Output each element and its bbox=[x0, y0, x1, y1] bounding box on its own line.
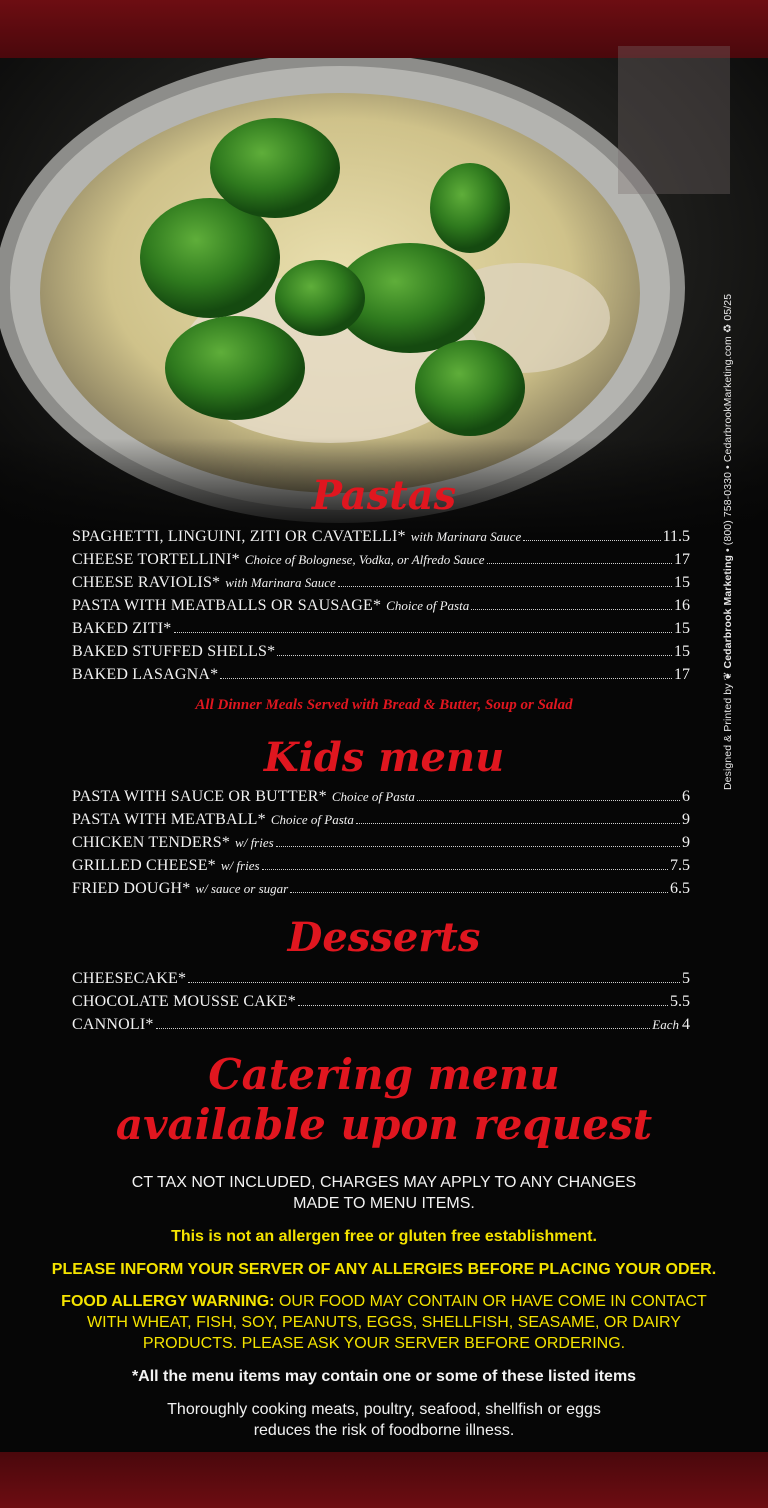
item-desc: Choice of Bolognese, Vodka, or Alfredo Sauce bbox=[244, 552, 485, 567]
item-price bbox=[652, 1016, 690, 1034]
warning-line-3: PRODUCTS. PLEASE ASK YOUR SERVER BEFORE ORDERING. bbox=[142, 1335, 626, 1352]
item-desc: Choice of Pasta bbox=[270, 812, 354, 827]
tax-line-1: CT TAX NOT INCLUDED, CHARGES MAY APPLY TO ANY CHANGES bbox=[131, 1174, 637, 1191]
food-allergy-warning bbox=[0, 1291, 768, 1354]
tax-line-2: MADE TO MENU ITEMS. bbox=[293, 1195, 475, 1212]
price-value: 4 bbox=[682, 1016, 690, 1033]
cooking-advisory bbox=[0, 1399, 768, 1441]
cook-line-2: reduces the risk of foodborne illness. bbox=[253, 1422, 515, 1439]
photo-overlay-square bbox=[618, 46, 730, 194]
item-price: 15 bbox=[674, 620, 690, 637]
item-name: CANNOLI* bbox=[72, 1016, 154, 1033]
item-price: 15 bbox=[674, 574, 690, 591]
catering-line-1: Catering menu bbox=[208, 1050, 560, 1099]
item-price: 17 bbox=[674, 551, 690, 568]
menu-item bbox=[72, 970, 690, 993]
item-desc: Choice of Pasta bbox=[331, 789, 415, 804]
menu-item bbox=[72, 788, 690, 811]
menu-item bbox=[72, 574, 690, 597]
item-desc: w/ sauce or sugar bbox=[195, 881, 289, 896]
inform-server-notice: PLEASE INFORM YOUR SERVER OF ANY ALLERGIES BEFORE PLACING YOUR ODER. bbox=[51, 1261, 717, 1278]
catering-line-2: available upon request bbox=[115, 1100, 653, 1149]
credit-prefix: Designed & Printed by bbox=[722, 683, 734, 790]
warning-line-2: WITH WHEAT, FISH, SOY, PEANUTS, EGGS, SHELLFISH, SEASAME, OR DAIRY bbox=[87, 1314, 681, 1331]
item-name: GRILLED CHEESE* bbox=[72, 857, 216, 874]
cook-line-1: Thoroughly cooking meats, poultry, seafood, shellfish or eggs bbox=[167, 1401, 601, 1418]
menu-item bbox=[72, 880, 690, 903]
item-desc: with Marinara Sauce bbox=[225, 575, 336, 590]
menu-item bbox=[72, 666, 690, 689]
kids-heading: Kids menu bbox=[263, 734, 505, 781]
item-desc: Choice of Pasta bbox=[386, 598, 470, 613]
item-name: BAKED LASAGNA* bbox=[72, 666, 219, 683]
item-desc: w/ fries bbox=[220, 858, 260, 873]
bottom-band bbox=[0, 1452, 768, 1508]
menu-item bbox=[72, 620, 690, 643]
item-name: FRIED DOUGH* bbox=[72, 880, 191, 897]
tax-notice bbox=[0, 1172, 768, 1214]
menu-item bbox=[72, 1016, 690, 1039]
item-desc: w/ fries bbox=[235, 835, 274, 850]
menu-item bbox=[72, 551, 690, 574]
item-price: 16 bbox=[674, 597, 690, 614]
leaf-icon: ❦ bbox=[722, 668, 734, 681]
menu-item bbox=[72, 857, 690, 880]
items-note: *All the menu items may contain one or some of these listed items bbox=[131, 1368, 637, 1385]
desserts-heading: Desserts bbox=[287, 914, 481, 961]
menu-item bbox=[72, 993, 690, 1016]
item-price: 17 bbox=[674, 666, 690, 683]
desserts-list bbox=[72, 970, 690, 1039]
item-name: CHOCOLATE MOUSSE CAKE* bbox=[72, 993, 296, 1010]
item-price: 5 bbox=[682, 970, 690, 987]
allergen-free-notice: This is not an allergen free or gluten free establishment. bbox=[171, 1228, 597, 1245]
dinner-note: All Dinner Meals Served with Bread & Butter, Soup or Salad bbox=[195, 697, 573, 713]
item-price: 5.5 bbox=[670, 993, 690, 1010]
item-name: BAKED ZITI* bbox=[72, 620, 172, 637]
menu-item bbox=[72, 643, 690, 666]
item-name: CHEESECAKE* bbox=[72, 970, 187, 987]
credit-brand: Cedarbrook Marketing bbox=[722, 555, 734, 669]
item-name: PASTA WITH MEATBALL* bbox=[72, 811, 266, 828]
price-prefix: Each bbox=[652, 1017, 679, 1032]
item-price: 9 bbox=[682, 811, 690, 828]
menu-item bbox=[72, 834, 690, 857]
item-name: BAKED STUFFED SHELLS* bbox=[72, 643, 276, 660]
pastas-list bbox=[72, 528, 690, 689]
kids-list bbox=[72, 788, 690, 903]
menu-item bbox=[72, 528, 690, 551]
credit-contact: • (800) 758-0330 • CedarbrookMarketing.com bbox=[722, 336, 734, 552]
item-price: 9 bbox=[682, 834, 690, 851]
item-name: CHICKEN TENDERS* bbox=[72, 834, 231, 851]
item-price: 7.5 bbox=[670, 857, 690, 874]
item-name: PASTA WITH SAUCE OR BUTTER* bbox=[72, 788, 327, 805]
credit-date: 05/25 bbox=[722, 293, 734, 321]
item-name: PASTA WITH MEATBALLS OR SAUSAGE* bbox=[72, 597, 382, 614]
item-price: 15 bbox=[674, 643, 690, 660]
designer-credit bbox=[722, 294, 734, 790]
item-price: 11.5 bbox=[662, 528, 690, 545]
item-desc: with Marinara Sauce bbox=[410, 529, 522, 544]
item-price: 6.5 bbox=[670, 880, 690, 897]
item-price: 6 bbox=[682, 788, 690, 805]
warning-line-1: OUR FOOD MAY CONTAIN OR HAVE COME IN CONTACT bbox=[278, 1293, 707, 1310]
item-name: SPAGHETTI, LINGUINI, ZITI OR CAVATELLI* bbox=[72, 528, 406, 545]
item-name: CHEESE TORTELLINI* bbox=[72, 551, 240, 568]
item-name: CHEESE RAVIOLIS* bbox=[72, 574, 221, 591]
warning-label: FOOD ALLERGY WARNING: bbox=[61, 1293, 275, 1310]
pastas-heading: Pastas bbox=[311, 472, 457, 519]
menu-item bbox=[72, 597, 690, 620]
menu-item bbox=[72, 811, 690, 834]
recycle-icon: ♻ bbox=[722, 320, 734, 334]
